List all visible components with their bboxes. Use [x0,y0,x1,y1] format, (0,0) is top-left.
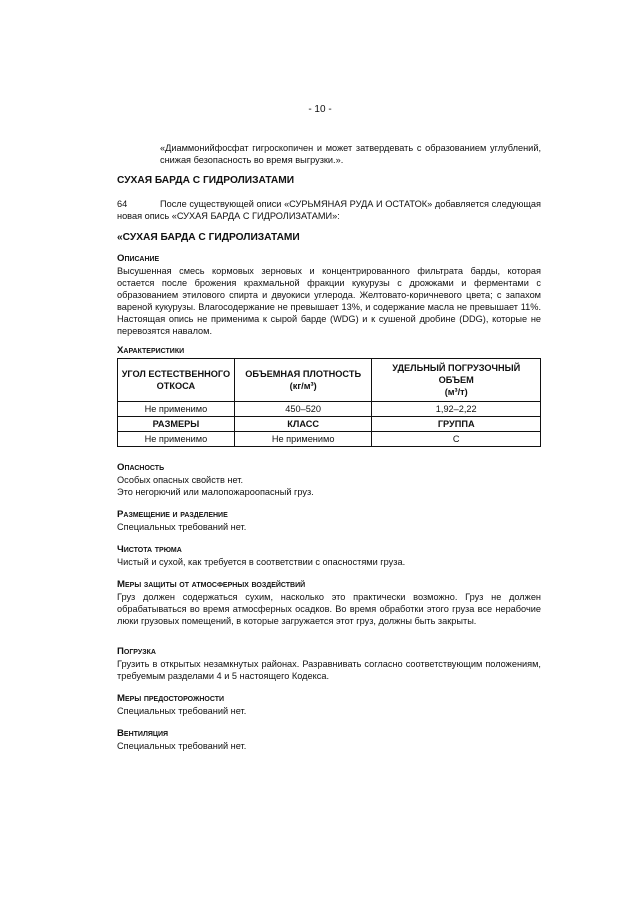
table-header-row [118,417,541,432]
header-unit: (кг/м³) [289,381,317,391]
header-text: УДЕЛЬНЫЙ ПОГРУЗОЧНЫЙ ОБЪЕМ [392,363,521,385]
table-header-row [118,359,541,402]
header-cell: РАЗМЕРЫ [118,417,235,432]
header-cell [118,359,235,402]
quote-paragraph: «Диаммонийфосфат гигроскопичен и может затвердевать с образованием углублений, снижая безопасность во время выгрузки.». [160,143,541,165]
header-cell: ГРУППА [372,417,541,432]
table-cell: Не применимо [118,432,235,447]
stowage-heading: Размещение и разделение [117,509,228,520]
paragraph-64 [117,198,541,222]
table-cell: 1,92–2,22 [372,402,541,417]
section-heading: СУХАЯ БАРДА С ГИДРОЛИЗАТАМИ [117,175,295,186]
table-cell: Не применимо [234,432,372,447]
description-text: Высушенная смесь кормовых зерновых и концентрированного фильтрата барды, которая остается после брожения крахмальной фракции кукурузы с дрожжами и ферментами с образованием этилового спирта и двуокиси углерода. Желтовато-коричневого цвета; с запахом вареной кукурузы. Влагосодержание не превышает 13%, и содержание масла не превышает 11%. Настоящая опись не применима к сырой барде (WDG) и к сушеной дробине (DDG), которые не перевозятся навалом. [117,266,541,336]
header-cell [372,359,541,402]
weather-precautions-text: Груз должен содержаться сухим, насколько это практически возможно. Груз не должен обрабатываться во время атмосферных осадков. Во время обработки этого груза все нерабочие люки грузовых помещений, в которые загружается этот груз, должны быть закрыты. [117,592,541,626]
hold-cleanliness-text: Чистый и сухой, как требуется в соответствии с опасностями груза. [117,557,406,567]
header-unit: (м³/т) [444,387,468,397]
stowage-text: Специальных требований нет. [117,522,247,532]
paragraph-text: После существующей описи «СУРЬМЯНАЯ РУДА И ОСТАТОК» добавляется следующая новая опись «СУХАЯ БАРДА С ГИДРОЛИЗАТАМИ»: [117,199,541,221]
header-text: УГОЛ ЕСТЕСТВЕННОГО ОТКОСА [121,369,231,391]
header-cell: КЛАСС [234,417,372,432]
description-heading: Описание [117,253,160,264]
characteristics-table [117,358,541,447]
ventilation-heading: Вентиляция [117,728,169,739]
weather-precautions-heading: Меры защиты от атмосферных воздействий [117,579,306,590]
loading-heading: Погрузка [117,646,156,657]
header-text: ОБЪЕМНАЯ ПЛОТНОСТЬ [245,369,362,379]
paragraph-number: 64 [117,199,128,209]
hazard-line: Это негорючий или малопожароопасный груз. [117,487,314,497]
ventilation-text: Специальных требований нет. [117,741,247,751]
hold-cleanliness-heading: Чистота трюма [117,544,182,555]
table-row [118,402,541,417]
entry-heading: «СУХАЯ БАРДА С ГИДРОЛИЗАТАМИ [117,232,300,243]
hazard-heading: Опасность [117,462,165,473]
header-cell [234,359,372,402]
table-cell: C [372,432,541,447]
table-cell: 450–520 [234,402,372,417]
precautions-heading: Меры предосторожности [117,693,225,704]
table-cell: Не применимо [118,402,235,417]
table-row [118,432,541,447]
hazard-line: Особых опасных свойств нет. [117,475,244,485]
precautions-text: Специальных требований нет. [117,706,247,716]
characteristics-heading: Характеристики [117,345,185,356]
loading-text: Грузить в открытых незамкнутых районах. Разравнивать согласно соответствующим положениям, требуемым разделами 4 и 5 настоящего Кодекса. [117,659,541,681]
page-number: - 10 - [308,104,332,115]
